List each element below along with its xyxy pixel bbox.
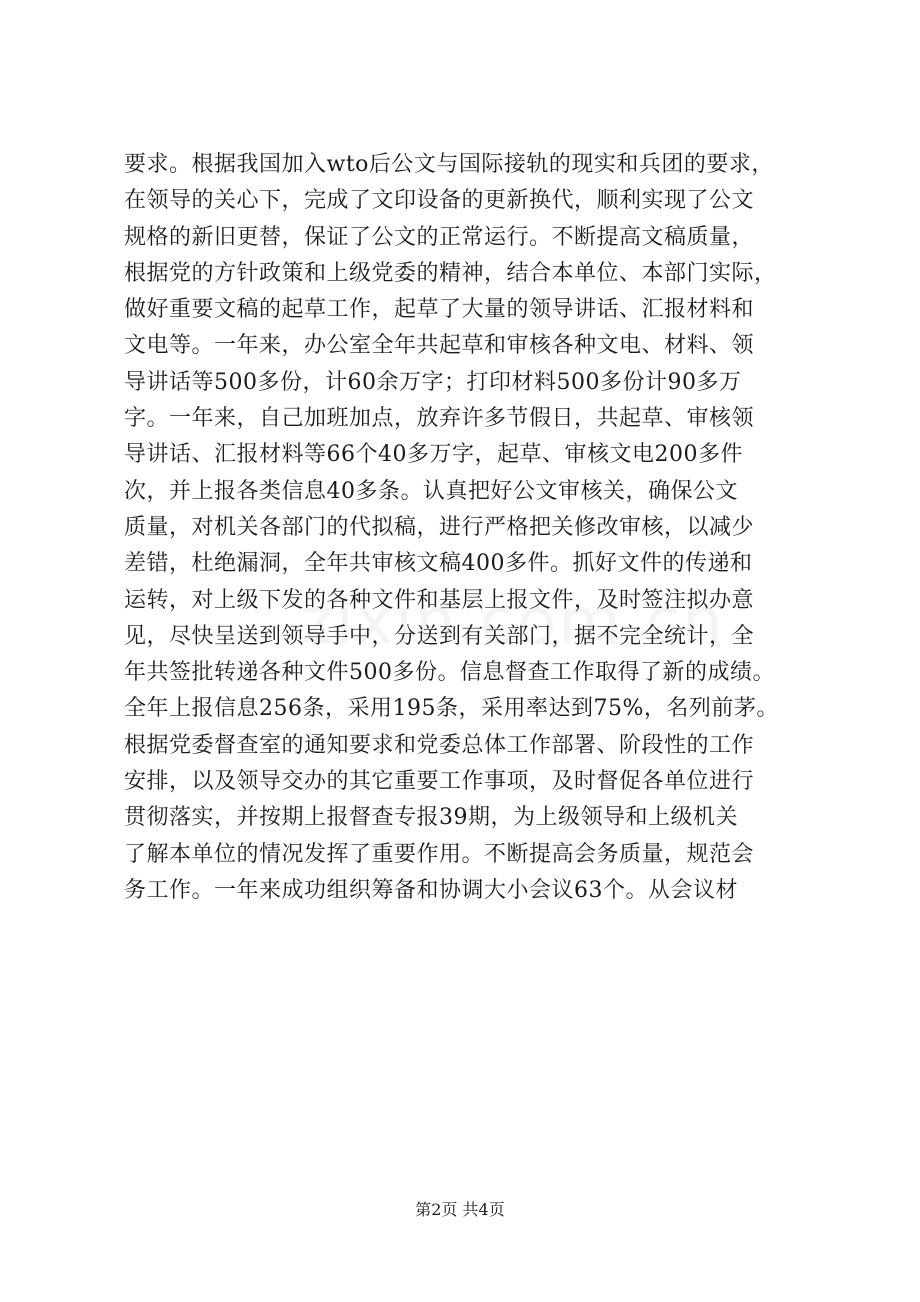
- page-footer: 第2页 共4页: [415, 1200, 505, 1219]
- text-line: 见，尽快呈送到领导手中，分送到有关部门，据不完全统计，全: [124, 623, 755, 649]
- text-line: 根据党委督查室的通知要求和党委总体工作部署、阶段性的工作: [124, 732, 755, 758]
- text-line: 全年上报信息256条，采用195条，采用率达到75%，名列前茅。: [124, 696, 779, 722]
- text-line: 根据党的方针政策和上级党委的精神，结合本单位、本部门实际，: [124, 260, 777, 286]
- text-line: 规格的新旧更替，保证了公文的正常运行。不断提高文稿质量，: [124, 224, 755, 250]
- body-text: [124, 147, 824, 909]
- text-line: 导讲话、汇报材料等66个40多万字，起草、审核文电200多件: [124, 442, 743, 468]
- text-line: 了解本单位的情况发挥了重要作用。不断提高会务质量，规范会: [124, 841, 755, 867]
- text-line: 做好重要文稿的起草工作，起草了大量的领导讲话、汇报材料和: [124, 297, 755, 323]
- text-line: 安排，以及领导交办的其它重要工作事项，及时督促各单位进行: [124, 769, 755, 795]
- text-line: 质量，对机关各部门的代拟稿，进行严格把关修改审核，以减少: [124, 514, 755, 540]
- text-line: 文电等。一年来，办公室全年共起草和审核各种文电、材料、领: [124, 333, 755, 359]
- text-line: 要求。根据我国加入wto后公文与国际接轨的现实和兵团的要求，: [124, 152, 774, 177]
- text-line: 在领导的关心下，完成了文印设备的更新换代，顺利实现了公文: [124, 188, 755, 214]
- text-line: 导讲话等500多份，计60余万字；打印材料500多份计90多万: [124, 369, 742, 395]
- text-line: 字。一年来，自己加班加点，放弃许多节假日，共起草、审核领: [124, 406, 755, 432]
- text-line: 年共签批转递各种文件500多份。信息督查工作取得了新的成绩。: [124, 660, 775, 686]
- text-line: 运转，对上级下发的各种文件和基层上报文件，及时签注拟办意: [124, 587, 755, 613]
- text-line: 差错，杜绝漏洞，全年共审核文稿400多件。抓好文件的传递和: [124, 551, 753, 577]
- text-line: 贯彻落实，并按期上报督查专报39期，为上级领导和上级机关: [124, 805, 738, 831]
- text-line: 务工作。一年来成功组织筹备和协调大小会议63个。从会议材: [124, 877, 738, 903]
- text-line: 次，并上报各类信息40多条。认真把好公文审核关，确保公文: [124, 478, 738, 504]
